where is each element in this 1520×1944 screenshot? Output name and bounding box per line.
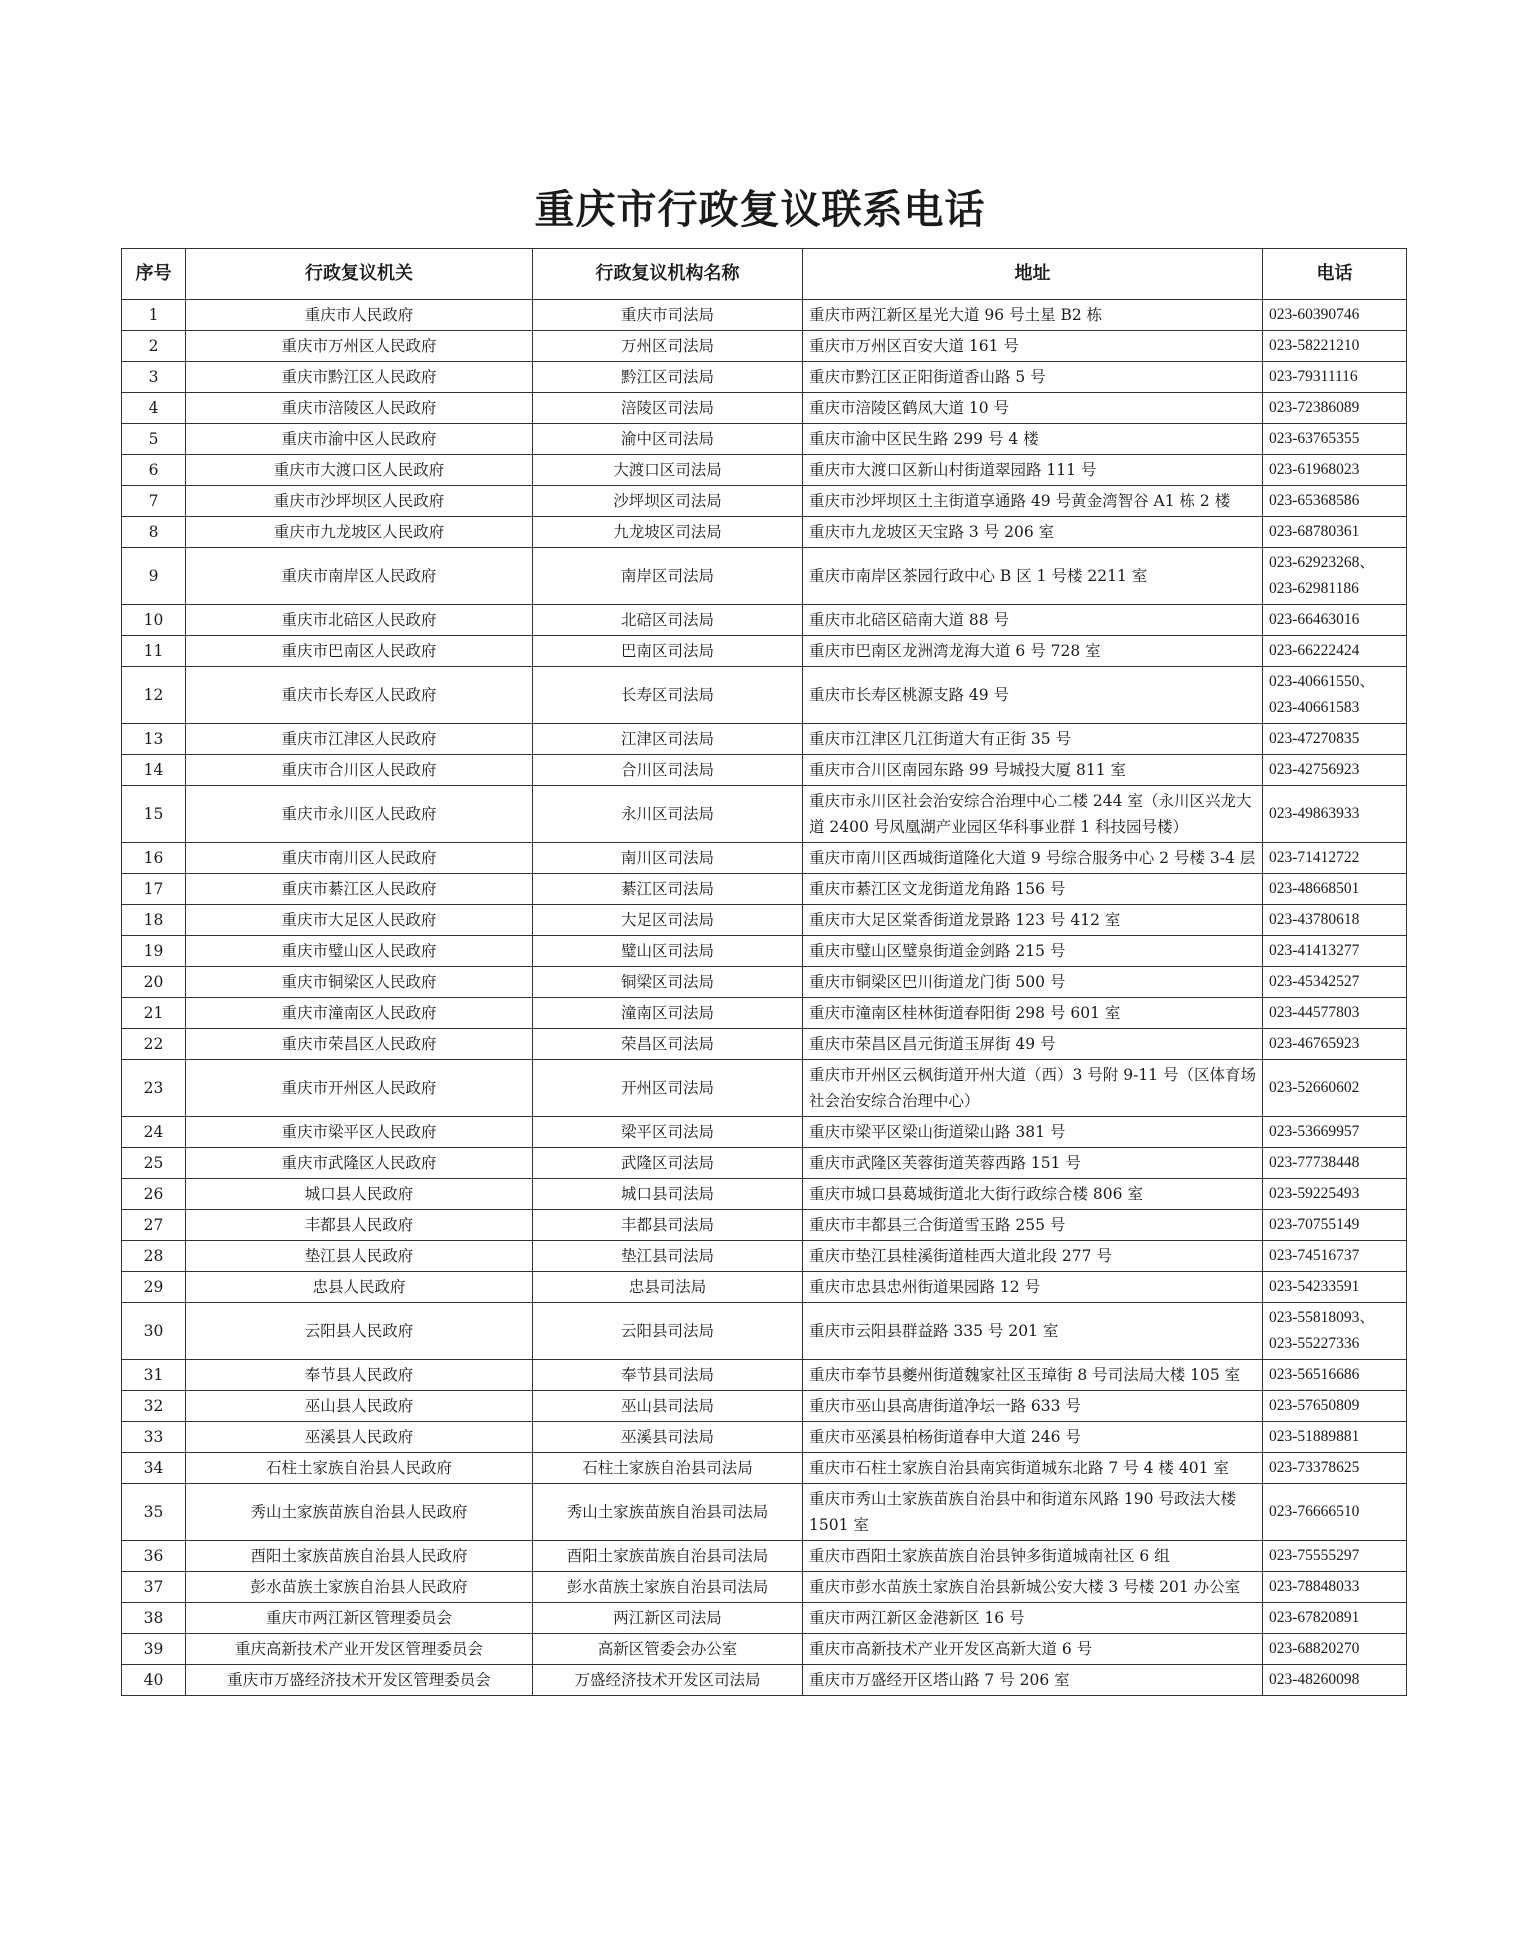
table-row — [122, 998, 1407, 1029]
cell-index: 11 — [122, 636, 186, 667]
cell-review-authority: 重庆市永川区人民政府 — [186, 786, 533, 843]
table-row — [122, 1179, 1407, 1210]
cell-phone: 023-62923268、023-62981186 — [1263, 548, 1407, 605]
cell-index: 37 — [122, 1572, 186, 1603]
cell-review-authority: 重庆市南岸区人民政府 — [186, 548, 533, 605]
cell-address: 重庆市垫江县桂溪街道桂西大道北段 277 号 — [803, 1241, 1263, 1272]
cell-phone: 023-57650809 — [1263, 1391, 1407, 1422]
table-row — [122, 455, 1407, 486]
cell-index: 30 — [122, 1303, 186, 1360]
cell-review-agency: 万盛经济技术开发区司法局 — [533, 1665, 803, 1696]
cell-review-authority: 重庆高新技术产业开发区管理委员会 — [186, 1634, 533, 1665]
cell-index: 21 — [122, 998, 186, 1029]
cell-review-agency: 巫山县司法局 — [533, 1391, 803, 1422]
table-row — [122, 1665, 1407, 1696]
cell-review-authority: 重庆市开州区人民政府 — [186, 1060, 533, 1117]
cell-review-agency: 城口县司法局 — [533, 1179, 803, 1210]
cell-address: 重庆市长寿区桃源支路 49 号 — [803, 667, 1263, 724]
cell-review-agency: 重庆市司法局 — [533, 300, 803, 331]
cell-review-agency: 潼南区司法局 — [533, 998, 803, 1029]
cell-review-agency: 江津区司法局 — [533, 724, 803, 755]
cell-review-agency: 永川区司法局 — [533, 786, 803, 843]
cell-review-agency: 开州区司法局 — [533, 1060, 803, 1117]
cell-index: 16 — [122, 843, 186, 874]
cell-address: 重庆市城口县葛城街道北大街行政综合楼 806 室 — [803, 1179, 1263, 1210]
cell-review-authority: 重庆市南川区人民政府 — [186, 843, 533, 874]
cell-phone: 023-46765923 — [1263, 1029, 1407, 1060]
cell-phone: 023-77738448 — [1263, 1148, 1407, 1179]
cell-phone: 023-43780618 — [1263, 905, 1407, 936]
cell-index: 27 — [122, 1210, 186, 1241]
cell-phone: 023-73378625 — [1263, 1453, 1407, 1484]
cell-review-authority: 重庆市两江新区管理委员会 — [186, 1603, 533, 1634]
cell-review-authority: 石柱土家族自治县人民政府 — [186, 1453, 533, 1484]
table-body — [122, 300, 1407, 1696]
cell-review-agency: 沙坪坝区司法局 — [533, 486, 803, 517]
cell-review-authority: 重庆市铜梁区人民政府 — [186, 967, 533, 998]
table-row — [122, 1210, 1407, 1241]
cell-phone: 023-68820270 — [1263, 1634, 1407, 1665]
cell-review-authority: 重庆市江津区人民政府 — [186, 724, 533, 755]
table-row — [122, 1422, 1407, 1453]
cell-address: 重庆市石柱土家族自治县南宾街道城东北路 7 号 4 楼 401 室 — [803, 1453, 1263, 1484]
cell-phone: 023-74516737 — [1263, 1241, 1407, 1272]
table-row — [122, 905, 1407, 936]
cell-phone: 023-79311116 — [1263, 362, 1407, 393]
table-row — [122, 1360, 1407, 1391]
cell-review-agency: 奉节县司法局 — [533, 1360, 803, 1391]
cell-address: 重庆市大足区棠香街道龙景路 123 号 412 室 — [803, 905, 1263, 936]
table-row — [122, 331, 1407, 362]
cell-address: 重庆市两江新区星光大道 96 号土星 B2 栋 — [803, 300, 1263, 331]
cell-index: 13 — [122, 724, 186, 755]
cell-index: 14 — [122, 755, 186, 786]
cell-review-agency: 武隆区司法局 — [533, 1148, 803, 1179]
cell-review-agency: 黔江区司法局 — [533, 362, 803, 393]
table-row — [122, 1272, 1407, 1303]
cell-index: 20 — [122, 967, 186, 998]
cell-index: 23 — [122, 1060, 186, 1117]
table-row — [122, 1117, 1407, 1148]
cell-index: 7 — [122, 486, 186, 517]
document-title: 重庆市行政复议联系电话 — [534, 186, 986, 233]
cell-phone: 023-40661550、023-40661583 — [1263, 667, 1407, 724]
cell-address: 重庆市荣昌区昌元街道玉屏街 49 号 — [803, 1029, 1263, 1060]
header-index: 序号 — [122, 249, 186, 300]
table-row — [122, 1391, 1407, 1422]
cell-review-authority: 重庆市长寿区人民政府 — [186, 667, 533, 724]
cell-phone: 023-72386089 — [1263, 393, 1407, 424]
cell-phone: 023-58221210 — [1263, 331, 1407, 362]
cell-review-agency: 忠县司法局 — [533, 1272, 803, 1303]
cell-review-authority: 重庆市渝中区人民政府 — [186, 424, 533, 455]
cell-phone: 023-60390746 — [1263, 300, 1407, 331]
cell-review-authority: 重庆市大足区人民政府 — [186, 905, 533, 936]
cell-review-agency: 大渡口区司法局 — [533, 455, 803, 486]
cell-review-authority: 垫江县人民政府 — [186, 1241, 533, 1272]
cell-address: 重庆市南岸区茶园行政中心 B 区 1 号楼 2211 室 — [803, 548, 1263, 605]
cell-index: 12 — [122, 667, 186, 724]
cell-index: 33 — [122, 1422, 186, 1453]
cell-review-authority: 重庆市荣昌区人民政府 — [186, 1029, 533, 1060]
table-row — [122, 424, 1407, 455]
cell-phone: 023-56516686 — [1263, 1360, 1407, 1391]
cell-index: 9 — [122, 548, 186, 605]
cell-index: 40 — [122, 1665, 186, 1696]
cell-index: 3 — [122, 362, 186, 393]
cell-address: 重庆市丰都县三合街道雪玉路 255 号 — [803, 1210, 1263, 1241]
cell-review-authority: 城口县人民政府 — [186, 1179, 533, 1210]
table-row — [122, 1603, 1407, 1634]
table-row — [122, 636, 1407, 667]
cell-address: 重庆市彭水苗族土家族自治县新城公安大楼 3 号楼 201 办公室 — [803, 1572, 1263, 1603]
cell-review-agency: 石柱土家族自治县司法局 — [533, 1453, 803, 1484]
cell-phone: 023-68780361 — [1263, 517, 1407, 548]
cell-address: 重庆市武隆区芙蓉街道芙蓉西路 151 号 — [803, 1148, 1263, 1179]
cell-review-agency: 铜梁区司法局 — [533, 967, 803, 998]
table-row — [122, 667, 1407, 724]
cell-review-agency: 秀山土家族苗族自治县司法局 — [533, 1484, 803, 1541]
cell-address: 重庆市巫山县高唐街道净坛一路 633 号 — [803, 1391, 1263, 1422]
table-row — [122, 1148, 1407, 1179]
table-row — [122, 1060, 1407, 1117]
cell-review-agency: 荣昌区司法局 — [533, 1029, 803, 1060]
cell-index: 6 — [122, 455, 186, 486]
cell-review-authority: 彭水苗族土家族自治县人民政府 — [186, 1572, 533, 1603]
table-row — [122, 874, 1407, 905]
cell-phone: 023-55818093、023-55227336 — [1263, 1303, 1407, 1360]
cell-phone: 023-54233591 — [1263, 1272, 1407, 1303]
cell-review-authority: 忠县人民政府 — [186, 1272, 533, 1303]
cell-phone: 023-47270835 — [1263, 724, 1407, 755]
table-row — [122, 1453, 1407, 1484]
cell-review-agency: 两江新区司法局 — [533, 1603, 803, 1634]
cell-review-agency: 南川区司法局 — [533, 843, 803, 874]
cell-address: 重庆市黔江区正阳街道香山路 5 号 — [803, 362, 1263, 393]
cell-index: 19 — [122, 936, 186, 967]
cell-phone: 023-44577803 — [1263, 998, 1407, 1029]
cell-address: 重庆市南川区西城街道隆化大道 9 号综合服务中心 2 号楼 3-4 层 — [803, 843, 1263, 874]
cell-review-agency: 彭水苗族土家族自治县司法局 — [533, 1572, 803, 1603]
cell-phone: 023-45342527 — [1263, 967, 1407, 998]
cell-review-authority: 巫山县人民政府 — [186, 1391, 533, 1422]
cell-index: 32 — [122, 1391, 186, 1422]
header-address: 地址 — [803, 249, 1263, 300]
cell-index: 39 — [122, 1634, 186, 1665]
cell-phone: 023-59225493 — [1263, 1179, 1407, 1210]
table-row — [122, 1303, 1407, 1360]
header-review-agency: 行政复议机构名称 — [533, 249, 803, 300]
cell-address: 重庆市北碚区碚南大道 88 号 — [803, 605, 1263, 636]
cell-review-agency: 南岸区司法局 — [533, 548, 803, 605]
table-row — [122, 1029, 1407, 1060]
cell-address: 重庆市合川区南园东路 99 号城投大厦 811 室 — [803, 755, 1263, 786]
cell-phone: 023-53669957 — [1263, 1117, 1407, 1148]
cell-index: 34 — [122, 1453, 186, 1484]
cell-index: 28 — [122, 1241, 186, 1272]
cell-review-authority: 重庆市沙坪坝区人民政府 — [186, 486, 533, 517]
cell-review-agency: 北碚区司法局 — [533, 605, 803, 636]
table-row — [122, 786, 1407, 843]
table-row — [122, 393, 1407, 424]
cell-index: 4 — [122, 393, 186, 424]
table-row — [122, 1484, 1407, 1541]
cell-review-authority: 重庆市武隆区人民政府 — [186, 1148, 533, 1179]
cell-address: 重庆市梁平区梁山街道梁山路 381 号 — [803, 1117, 1263, 1148]
cell-index: 18 — [122, 905, 186, 936]
cell-index: 31 — [122, 1360, 186, 1391]
cell-address: 重庆市九龙坡区天宝路 3 号 206 室 — [803, 517, 1263, 548]
cell-review-authority: 重庆市巴南区人民政府 — [186, 636, 533, 667]
table-row — [122, 300, 1407, 331]
cell-review-authority: 重庆市大渡口区人民政府 — [186, 455, 533, 486]
cell-review-agency: 云阳县司法局 — [533, 1303, 803, 1360]
cell-review-agency: 长寿区司法局 — [533, 667, 803, 724]
cell-review-agency: 渝中区司法局 — [533, 424, 803, 455]
cell-index: 8 — [122, 517, 186, 548]
cell-phone: 023-76666510 — [1263, 1484, 1407, 1541]
cell-phone: 023-49863933 — [1263, 786, 1407, 843]
cell-review-authority: 重庆市黔江区人民政府 — [186, 362, 533, 393]
cell-review-authority: 丰都县人民政府 — [186, 1210, 533, 1241]
cell-review-authority: 重庆市万州区人民政府 — [186, 331, 533, 362]
cell-phone: 023-65368586 — [1263, 486, 1407, 517]
cell-address: 重庆市秀山土家族苗族自治县中和街道东风路 190 号政法大楼 1501 室 — [803, 1484, 1263, 1541]
cell-address: 重庆市万盛经开区塔山路 7 号 206 室 — [803, 1665, 1263, 1696]
header-review-authority: 行政复议机关 — [186, 249, 533, 300]
cell-address: 重庆市綦江区文龙街道龙角路 156 号 — [803, 874, 1263, 905]
cell-review-authority: 重庆市綦江区人民政府 — [186, 874, 533, 905]
cell-phone: 023-48668501 — [1263, 874, 1407, 905]
cell-review-agency: 綦江区司法局 — [533, 874, 803, 905]
cell-review-agency: 丰都县司法局 — [533, 1210, 803, 1241]
cell-phone: 023-75555297 — [1263, 1541, 1407, 1572]
cell-address: 重庆市大渡口区新山村街道翠园路 111 号 — [803, 455, 1263, 486]
table-row — [122, 843, 1407, 874]
cell-address: 重庆市沙坪坝区土主街道享通路 49 号黄金湾智谷 A1 栋 2 楼 — [803, 486, 1263, 517]
cell-address: 重庆市忠县忠州街道果园路 12 号 — [803, 1272, 1263, 1303]
cell-phone: 023-48260098 — [1263, 1665, 1407, 1696]
cell-review-authority: 重庆市涪陵区人民政府 — [186, 393, 533, 424]
cell-phone: 023-78848033 — [1263, 1572, 1407, 1603]
cell-phone: 023-42756923 — [1263, 755, 1407, 786]
cell-review-agency: 璧山区司法局 — [533, 936, 803, 967]
cell-phone: 023-66222424 — [1263, 636, 1407, 667]
table-row — [122, 362, 1407, 393]
cell-index: 15 — [122, 786, 186, 843]
cell-phone: 023-41413277 — [1263, 936, 1407, 967]
cell-index: 10 — [122, 605, 186, 636]
table-row — [122, 936, 1407, 967]
cell-review-authority: 重庆市梁平区人民政府 — [186, 1117, 533, 1148]
cell-address: 重庆市奉节县夔州街道魏家社区玉璋街 8 号司法局大楼 105 室 — [803, 1360, 1263, 1391]
cell-phone: 023-70755149 — [1263, 1210, 1407, 1241]
cell-index: 2 — [122, 331, 186, 362]
cell-review-agency: 高新区管委会办公室 — [533, 1634, 803, 1665]
cell-address: 重庆市巫溪县柏杨街道春申大道 246 号 — [803, 1422, 1263, 1453]
cell-address: 重庆市潼南区桂林街道春阳街 298 号 601 室 — [803, 998, 1263, 1029]
cell-index: 26 — [122, 1179, 186, 1210]
cell-address: 重庆市江津区几江街道大有正街 35 号 — [803, 724, 1263, 755]
cell-phone: 023-66463016 — [1263, 605, 1407, 636]
cell-review-authority: 巫溪县人民政府 — [186, 1422, 533, 1453]
cell-index: 36 — [122, 1541, 186, 1572]
cell-index: 17 — [122, 874, 186, 905]
cell-review-authority: 秀山土家族苗族自治县人民政府 — [186, 1484, 533, 1541]
cell-phone: 023-61968023 — [1263, 455, 1407, 486]
header-phone: 电话 — [1263, 249, 1407, 300]
table-row — [122, 1634, 1407, 1665]
cell-review-agency: 九龙坡区司法局 — [533, 517, 803, 548]
cell-address: 重庆市璧山区璧泉街道金剑路 215 号 — [803, 936, 1263, 967]
cell-phone: 023-67820891 — [1263, 1603, 1407, 1634]
cell-review-agency: 巫溪县司法局 — [533, 1422, 803, 1453]
cell-review-agency: 酉阳土家族苗族自治县司法局 — [533, 1541, 803, 1572]
cell-phone: 023-63765355 — [1263, 424, 1407, 455]
table-row — [122, 1572, 1407, 1603]
cell-review-agency: 万州区司法局 — [533, 331, 803, 362]
table-row — [122, 724, 1407, 755]
cell-review-authority: 重庆市潼南区人民政府 — [186, 998, 533, 1029]
cell-review-authority: 重庆市北碚区人民政府 — [186, 605, 533, 636]
table-row — [122, 605, 1407, 636]
cell-review-authority: 云阳县人民政府 — [186, 1303, 533, 1360]
cell-address: 重庆市永川区社会治安综合治理中心二楼 244 室（永川区兴龙大道 2400 号凤凰湖产业园区华科事业群 1 科技园号楼） — [803, 786, 1263, 843]
cell-phone: 023-71412722 — [1263, 843, 1407, 874]
cell-index: 29 — [122, 1272, 186, 1303]
table-row — [122, 548, 1407, 605]
cell-address: 重庆市万州区百安大道 161 号 — [803, 331, 1263, 362]
contact-table — [121, 248, 1407, 1696]
cell-index: 35 — [122, 1484, 186, 1541]
cell-review-agency: 巴南区司法局 — [533, 636, 803, 667]
cell-address: 重庆市高新技术产业开发区高新大道 6 号 — [803, 1634, 1263, 1665]
table-row — [122, 517, 1407, 548]
cell-index: 22 — [122, 1029, 186, 1060]
cell-index: 38 — [122, 1603, 186, 1634]
cell-review-authority: 奉节县人民政府 — [186, 1360, 533, 1391]
cell-phone: 023-51889881 — [1263, 1422, 1407, 1453]
cell-address: 重庆市两江新区金港新区 16 号 — [803, 1603, 1263, 1634]
cell-address: 重庆市巴南区龙洲湾龙海大道 6 号 728 室 — [803, 636, 1263, 667]
cell-review-authority: 重庆市九龙坡区人民政府 — [186, 517, 533, 548]
cell-address: 重庆市酉阳土家族苗族自治县钟多街道城南社区 6 组 — [803, 1541, 1263, 1572]
cell-index: 25 — [122, 1148, 186, 1179]
table-row — [122, 967, 1407, 998]
cell-review-agency: 梁平区司法局 — [533, 1117, 803, 1148]
cell-index: 1 — [122, 300, 186, 331]
table-row — [122, 486, 1407, 517]
cell-review-authority: 重庆市万盛经济技术开发区管理委员会 — [186, 1665, 533, 1696]
table-row — [122, 1541, 1407, 1572]
table-header-row — [122, 249, 1407, 300]
cell-index: 5 — [122, 424, 186, 455]
cell-review-authority: 重庆市人民政府 — [186, 300, 533, 331]
cell-review-agency: 垫江县司法局 — [533, 1241, 803, 1272]
cell-address: 重庆市铜梁区巴川街道龙门街 500 号 — [803, 967, 1263, 998]
cell-address: 重庆市涪陵区鹤凤大道 10 号 — [803, 393, 1263, 424]
cell-review-authority: 重庆市璧山区人民政府 — [186, 936, 533, 967]
table-row — [122, 755, 1407, 786]
cell-review-agency: 大足区司法局 — [533, 905, 803, 936]
cell-review-authority: 酉阳土家族苗族自治县人民政府 — [186, 1541, 533, 1572]
cell-address: 重庆市开州区云枫街道开州大道（西）3 号附 9-11 号（区体育场 社会治安综合治理中心） — [803, 1060, 1263, 1117]
cell-index: 24 — [122, 1117, 186, 1148]
cell-address: 重庆市云阳县群益路 335 号 201 室 — [803, 1303, 1263, 1360]
cell-address: 重庆市渝中区民生路 299 号 4 楼 — [803, 424, 1263, 455]
cell-phone: 023-52660602 — [1263, 1060, 1407, 1117]
cell-review-authority: 重庆市合川区人民政府 — [186, 755, 533, 786]
cell-review-agency: 涪陵区司法局 — [533, 393, 803, 424]
table-row — [122, 1241, 1407, 1272]
cell-review-agency: 合川区司法局 — [533, 755, 803, 786]
